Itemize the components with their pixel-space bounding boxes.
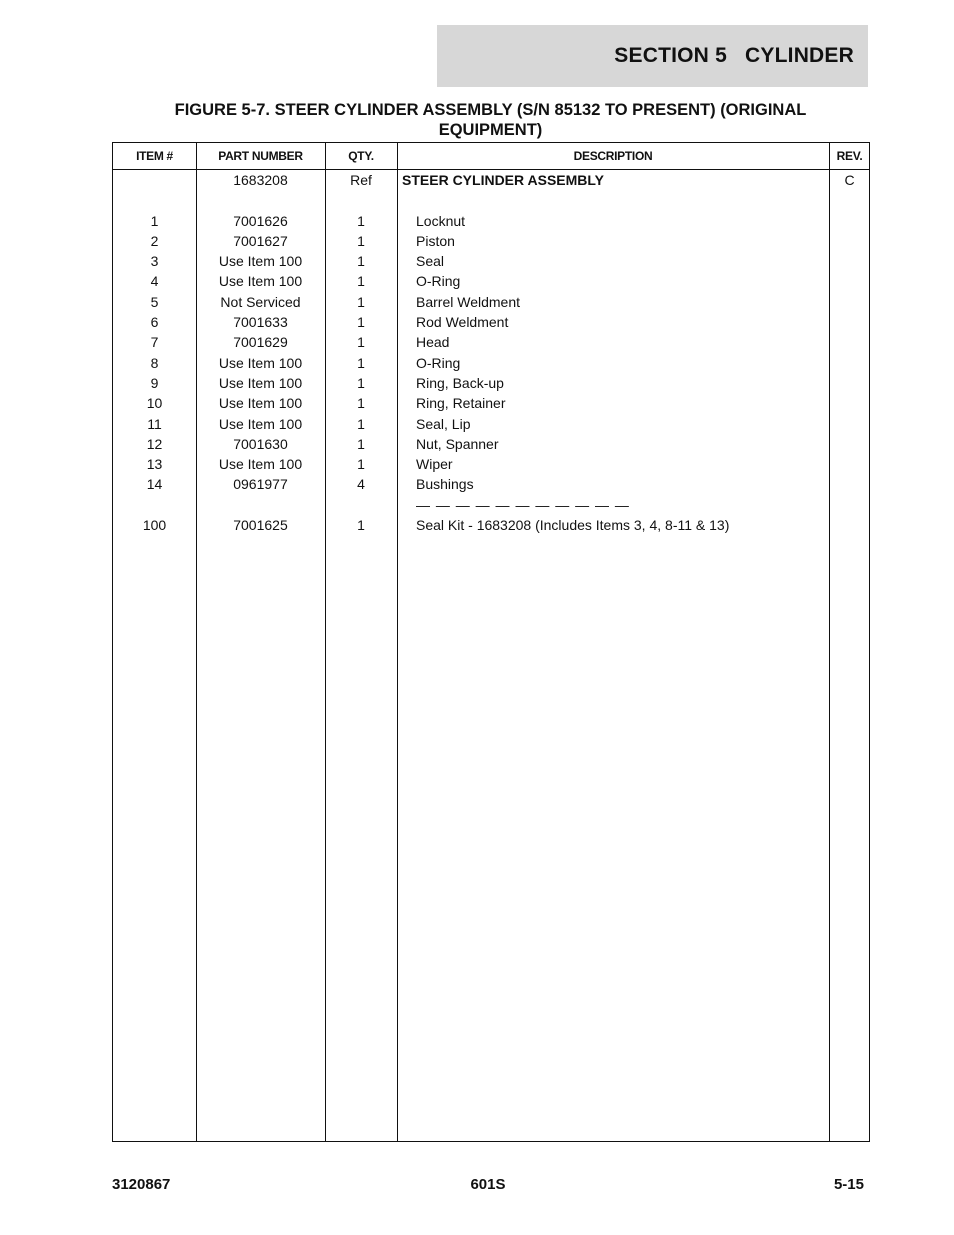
assembly-qty: Ref [350,172,372,188]
assembly-part-number: 1683208 [233,172,288,188]
description: Barrel Weldment [416,293,521,310]
assembly-description: STEER CYLINDER ASSEMBLY [402,172,604,188]
item-number: 11 [147,415,162,432]
part-number: 7001630 [233,435,288,452]
dashed-separator-row [113,495,869,515]
item-number: 3 [150,253,159,270]
quantity: 1 [357,273,365,290]
table-row [113,271,869,291]
quantity: 1 [357,354,365,371]
description: Nut, Spanner [416,435,499,452]
table-row [113,251,869,271]
item-number: 10 [146,395,163,412]
page-footer [112,1176,864,1196]
quantity: 1 [357,293,365,310]
item-number: 9 [150,374,159,391]
figure-title-line-1: FIGURE 5-7. STEER CYLINDER ASSEMBLY (S/N 85132 TO PRESENT) (ORIGINAL [174,101,807,119]
quantity: 1 [357,435,365,452]
description: Locknut [416,212,466,229]
kit-row [113,515,869,535]
item-number: 4 [150,273,159,290]
model-name: 601S [470,1176,506,1193]
description: Ring, Back-up [416,374,504,391]
part-number: 7001627 [233,232,288,249]
quantity: 4 [357,476,365,493]
section-header [437,25,868,87]
item-number: 13 [146,456,163,473]
figure-title [112,100,869,140]
page-number: 5-15 [833,1176,864,1193]
table-row [113,474,869,494]
table-row [113,292,869,312]
column-header-rev: REV. [836,149,863,163]
description: Seal [416,253,445,270]
parts-table [112,142,870,1142]
part-number: Use Item 100 [218,395,303,412]
description: Bushings [416,476,474,493]
quantity: 1 [357,253,365,270]
item-number: 8 [150,354,159,371]
item-number: 2 [150,232,159,249]
part-number: 0961977 [233,476,288,493]
quantity: 1 [357,334,365,351]
kit-part-number: 7001625 [233,517,288,534]
document-number: 3120867 [112,1176,171,1193]
part-number: Use Item 100 [218,415,303,432]
column-header-description: DESCRIPTION [573,149,653,163]
assembly-row [113,170,869,190]
column-header-item: ITEM # [136,149,173,163]
table-row [113,454,869,474]
table-row [113,231,869,251]
part-number: Use Item 100 [218,253,303,270]
table-row [113,211,869,231]
kit-quantity: 1 [357,517,365,534]
item-number: 1 [150,212,159,229]
column-header-part-number: PART NUMBER [218,149,303,163]
part-number: Use Item 100 [218,354,303,371]
section-title: SECTION 5 CYLINDER [614,44,854,67]
part-number: Not Serviced [220,293,301,310]
description: Wiper [416,456,453,473]
description: Head [416,334,450,351]
table-row [113,332,869,352]
table-row [113,312,869,332]
quantity: 1 [357,395,365,412]
description: Seal, Lip [416,415,471,432]
kit-description: Seal Kit - 1683208 (Includes Items 3, 4, 8-11 & 13) [416,517,730,534]
table-row [113,353,869,373]
description: Ring, Retainer [416,395,506,412]
item-number: 7 [150,334,159,351]
table-body [113,170,869,536]
item-number: 14 [146,476,163,493]
table-row [113,393,869,413]
part-number: 7001626 [233,212,288,229]
description: Piston [416,232,455,249]
part-number: Use Item 100 [218,456,303,473]
quantity: 1 [357,212,365,229]
quantity: 1 [357,415,365,432]
part-number: Use Item 100 [218,374,303,391]
item-number: 6 [150,314,159,331]
item-number: 12 [146,435,163,452]
table-row [113,414,869,434]
description: O-Ring [416,273,461,290]
quantity: 1 [357,232,365,249]
part-number: Use Item 100 [218,273,303,290]
table-row [113,373,869,393]
table-row [113,434,869,454]
quantity: 1 [357,374,365,391]
part-number: 7001629 [233,334,288,351]
description: Rod Weldment [416,314,509,331]
column-header-qty: QTY. [348,149,374,163]
assembly-rev: C [844,172,855,188]
quantity: 1 [357,456,365,473]
quantity: 1 [357,314,365,331]
description: O-Ring [416,354,461,371]
part-number: 7001633 [233,314,288,331]
kit-item-number: 100 [142,517,167,534]
dashed-separator: — — — — — — — — — — — [416,496,630,513]
item-number: 5 [150,293,159,310]
figure-title-line-2: EQUIPMENT) [438,121,543,139]
